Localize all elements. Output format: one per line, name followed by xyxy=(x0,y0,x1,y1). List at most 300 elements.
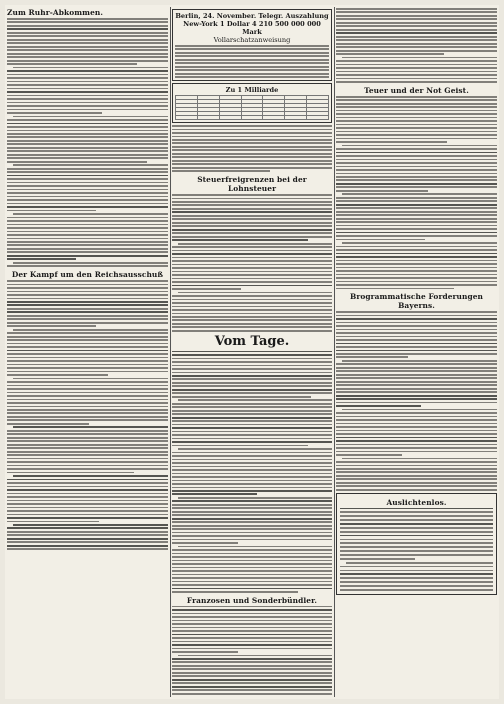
article-heading: Zum Ruhr-Abkommen. xyxy=(7,8,104,17)
text-line xyxy=(7,465,168,467)
text-line xyxy=(172,125,332,127)
text-line xyxy=(336,64,497,66)
body-text xyxy=(172,194,332,332)
text-line xyxy=(336,277,497,279)
text-line xyxy=(7,367,168,369)
text-line xyxy=(178,448,332,450)
body-text xyxy=(172,125,332,172)
text-line xyxy=(336,339,497,341)
text-line xyxy=(7,385,168,387)
body-text xyxy=(172,606,332,695)
text-line xyxy=(172,306,332,308)
text-line xyxy=(7,49,168,51)
text-line xyxy=(172,577,332,579)
text-line xyxy=(172,668,332,670)
text-line xyxy=(172,539,332,541)
text-line xyxy=(172,651,238,653)
text-line xyxy=(336,74,497,76)
text-line xyxy=(172,476,332,478)
text-line xyxy=(7,199,168,201)
text-line xyxy=(178,497,332,499)
text-line xyxy=(340,546,493,548)
text-line xyxy=(336,155,497,157)
text-line xyxy=(172,560,332,562)
text-line xyxy=(172,438,332,440)
text-line xyxy=(340,515,493,517)
text-line xyxy=(175,55,329,57)
text-line xyxy=(336,471,497,473)
text-line xyxy=(7,88,168,90)
text-line xyxy=(7,339,168,341)
text-line xyxy=(172,556,332,558)
text-line xyxy=(172,309,332,311)
text-line xyxy=(7,105,168,107)
text-line xyxy=(172,361,332,363)
text-line xyxy=(175,73,329,75)
text-line xyxy=(346,562,493,564)
text-line xyxy=(172,521,332,523)
text-line xyxy=(175,59,329,61)
text-line xyxy=(7,318,168,320)
text-line xyxy=(7,84,168,86)
text-line xyxy=(172,570,332,572)
text-line xyxy=(340,542,493,544)
article-heading: Brogrammatische Forderungen Bayerns. xyxy=(350,292,483,311)
text-line xyxy=(336,475,497,477)
text-line xyxy=(7,360,168,362)
text-line xyxy=(172,609,332,611)
text-line xyxy=(172,490,332,492)
text-line xyxy=(336,197,497,199)
text-line xyxy=(172,630,332,632)
text-line xyxy=(336,465,497,467)
text-line xyxy=(340,527,493,529)
text-line xyxy=(340,570,493,572)
text-line xyxy=(340,550,493,552)
body-text xyxy=(336,8,497,83)
text-line xyxy=(172,542,238,544)
text-line xyxy=(7,231,168,233)
text-line xyxy=(336,388,497,390)
text-line xyxy=(7,224,168,226)
text-line xyxy=(336,190,428,192)
text-line xyxy=(336,124,497,126)
text-line xyxy=(7,514,168,516)
column-2 xyxy=(172,7,332,697)
text-line xyxy=(172,514,332,516)
text-line xyxy=(336,363,497,365)
text-line xyxy=(336,46,497,48)
text-line xyxy=(7,500,168,502)
text-line xyxy=(7,534,168,536)
exchange-rate-subtitle: Vollarschatzanweisung xyxy=(213,36,291,44)
text-line xyxy=(172,142,332,144)
text-line xyxy=(13,164,168,166)
text-line xyxy=(172,319,332,321)
text-line xyxy=(172,535,332,537)
text-line xyxy=(7,461,168,463)
text-line xyxy=(178,546,332,548)
text-line xyxy=(336,346,497,348)
text-line xyxy=(7,98,168,100)
text-line xyxy=(172,139,332,141)
text-line xyxy=(336,384,497,386)
text-line xyxy=(172,392,332,394)
text-line xyxy=(7,196,168,198)
text-line xyxy=(336,367,497,369)
text-line xyxy=(336,288,454,290)
text-line xyxy=(172,563,332,565)
text-line xyxy=(7,39,168,41)
text-line xyxy=(336,377,497,379)
text-line xyxy=(7,419,168,421)
text-line xyxy=(172,641,332,643)
text-line xyxy=(336,395,497,397)
text-line xyxy=(172,316,332,318)
text-line xyxy=(172,299,332,301)
text-line xyxy=(172,326,332,328)
text-line xyxy=(336,162,497,164)
text-line xyxy=(172,441,332,443)
text-line xyxy=(7,301,168,303)
text-line xyxy=(7,381,168,383)
text-line xyxy=(172,253,332,255)
text-line xyxy=(172,466,332,468)
text-line xyxy=(336,81,497,83)
text-line xyxy=(7,507,168,509)
text-line xyxy=(336,274,497,276)
text-line xyxy=(172,507,332,509)
text-line xyxy=(172,574,332,576)
text-line xyxy=(336,444,497,446)
text-line xyxy=(336,468,497,470)
text-line xyxy=(336,221,497,223)
text-line xyxy=(172,198,332,200)
text-line xyxy=(172,358,332,360)
table-cell xyxy=(241,116,263,120)
text-line xyxy=(342,458,497,460)
table-cell xyxy=(307,116,329,120)
text-line xyxy=(7,255,168,257)
text-line xyxy=(13,426,168,428)
text-line xyxy=(7,234,168,236)
text-line xyxy=(336,451,497,453)
text-line xyxy=(7,482,168,484)
text-line xyxy=(7,284,168,286)
text-line xyxy=(336,412,497,414)
text-line xyxy=(336,32,497,34)
text-line xyxy=(336,186,497,188)
text-line xyxy=(7,416,168,418)
text-line xyxy=(336,141,447,143)
text-line xyxy=(172,413,332,415)
text-line xyxy=(172,672,332,674)
text-line xyxy=(172,222,332,224)
text-line xyxy=(7,468,168,470)
text-line xyxy=(172,313,332,315)
text-line xyxy=(13,329,168,331)
text-line xyxy=(336,11,497,13)
text-line xyxy=(172,302,332,304)
text-line xyxy=(7,541,168,543)
text-line xyxy=(172,584,332,586)
text-line xyxy=(172,368,332,370)
body-text xyxy=(172,351,332,593)
text-line xyxy=(178,292,332,294)
text-line xyxy=(172,483,332,485)
text-line xyxy=(172,156,332,158)
text-line xyxy=(13,378,168,380)
text-line xyxy=(340,585,493,587)
text-line xyxy=(172,504,332,506)
text-line xyxy=(7,451,168,453)
text-line xyxy=(336,325,497,327)
text-line xyxy=(7,154,168,156)
text-line xyxy=(7,353,168,355)
text-line xyxy=(340,508,493,510)
body-text xyxy=(7,280,168,550)
text-line xyxy=(336,416,497,418)
text-line xyxy=(336,311,497,313)
text-line xyxy=(336,120,497,122)
text-line xyxy=(172,396,311,398)
text-line xyxy=(172,129,332,131)
text-line xyxy=(7,133,168,135)
text-line xyxy=(172,469,332,471)
text-line xyxy=(172,288,241,290)
text-line xyxy=(7,364,168,366)
text-line xyxy=(7,304,168,306)
text-line xyxy=(7,493,168,495)
text-line xyxy=(172,549,332,551)
text-line xyxy=(172,675,332,677)
table-cell xyxy=(285,116,307,120)
text-line xyxy=(172,218,332,220)
text-line xyxy=(336,318,497,320)
table-cell xyxy=(197,116,219,120)
text-line xyxy=(7,119,168,121)
text-line xyxy=(336,204,497,206)
text-line xyxy=(172,427,332,429)
text-line xyxy=(172,434,332,436)
text-line xyxy=(336,131,497,133)
text-line xyxy=(7,280,168,282)
text-line xyxy=(340,577,493,579)
text-line xyxy=(7,298,168,300)
body-text xyxy=(336,96,497,289)
text-line xyxy=(336,176,497,178)
text-line xyxy=(7,496,168,498)
text-line xyxy=(7,217,168,219)
text-line xyxy=(13,475,168,477)
text-line xyxy=(336,96,497,98)
text-line xyxy=(7,392,168,394)
text-line xyxy=(172,132,332,134)
text-line xyxy=(336,249,497,251)
text-line xyxy=(7,447,168,449)
text-line xyxy=(7,56,168,58)
text-line xyxy=(336,461,497,463)
text-line xyxy=(336,138,497,140)
text-line xyxy=(336,356,408,358)
text-line xyxy=(336,36,497,38)
text-line xyxy=(7,32,168,34)
text-line xyxy=(7,157,168,159)
text-line xyxy=(172,372,332,374)
advertisement-box xyxy=(336,493,497,595)
text-line xyxy=(13,116,168,118)
text-line xyxy=(336,430,497,432)
exchange-rate-box xyxy=(172,9,332,81)
text-line xyxy=(172,511,332,513)
text-line xyxy=(7,430,168,432)
ad-heading: Auslichtenlos. xyxy=(386,497,447,507)
rate-table-title: Zu 1 Milliarde xyxy=(225,86,279,95)
text-line xyxy=(336,29,497,31)
text-line xyxy=(7,251,168,253)
text-line xyxy=(172,201,332,203)
text-line xyxy=(172,487,332,489)
text-line xyxy=(7,238,168,240)
text-line xyxy=(336,246,497,248)
text-line xyxy=(340,581,493,583)
text-line xyxy=(172,406,332,408)
text-line xyxy=(7,248,168,250)
text-line xyxy=(7,140,168,142)
text-line xyxy=(7,28,168,30)
text-line xyxy=(7,123,168,125)
text-line xyxy=(340,519,493,521)
text-line xyxy=(336,228,497,230)
text-line xyxy=(340,535,493,537)
text-line xyxy=(336,113,497,115)
text-line xyxy=(178,243,332,245)
text-line xyxy=(7,315,168,317)
text-line xyxy=(336,200,497,202)
text-line xyxy=(172,424,332,426)
text-line xyxy=(336,43,497,45)
article-heading: Franzosen und Sonderbündler. xyxy=(186,595,318,605)
text-line xyxy=(336,39,497,41)
text-line xyxy=(7,472,134,474)
text-line xyxy=(7,112,102,114)
text-line xyxy=(13,67,168,69)
text-line xyxy=(336,374,497,376)
text-line xyxy=(172,532,332,534)
text-line xyxy=(172,167,332,169)
text-line xyxy=(172,581,332,583)
text-line xyxy=(172,403,332,405)
text-line xyxy=(172,163,332,165)
table-cell xyxy=(219,116,241,120)
rate-table-box xyxy=(172,83,332,123)
text-line xyxy=(340,573,493,575)
text-line xyxy=(7,150,168,152)
text-line xyxy=(342,145,497,147)
text-line xyxy=(336,332,497,334)
text-line xyxy=(336,370,497,372)
text-line xyxy=(340,511,493,513)
text-line xyxy=(172,385,332,387)
text-line xyxy=(172,588,332,590)
text-line xyxy=(336,218,497,220)
text-line xyxy=(172,225,332,227)
text-line xyxy=(336,99,497,101)
column-rule xyxy=(170,7,171,697)
text-line xyxy=(172,382,332,384)
text-line xyxy=(336,402,497,404)
text-line xyxy=(172,236,332,238)
text-line xyxy=(336,489,497,491)
text-line xyxy=(175,52,329,54)
text-line xyxy=(7,109,168,111)
text-line xyxy=(336,173,497,175)
text-line xyxy=(336,235,497,237)
text-line xyxy=(7,18,168,20)
text-line xyxy=(7,521,99,523)
text-line xyxy=(172,260,332,262)
table-cell xyxy=(263,116,285,120)
text-line xyxy=(342,242,497,244)
text-line xyxy=(172,351,332,353)
text-line xyxy=(336,433,497,435)
text-line xyxy=(336,103,497,105)
text-line xyxy=(7,227,168,229)
text-line xyxy=(336,398,497,400)
text-line xyxy=(7,371,168,373)
text-line xyxy=(7,545,168,547)
text-line xyxy=(336,179,497,181)
text-line xyxy=(7,406,168,408)
text-line xyxy=(178,399,332,401)
text-line xyxy=(7,136,168,138)
text-line xyxy=(7,206,168,208)
text-line xyxy=(336,159,497,161)
text-line xyxy=(336,207,497,209)
text-line xyxy=(7,74,168,76)
text-line xyxy=(336,423,497,425)
body-text xyxy=(7,18,168,267)
body-text xyxy=(336,311,497,490)
text-line xyxy=(7,325,96,327)
text-line xyxy=(7,458,168,460)
text-line xyxy=(172,658,332,660)
text-line xyxy=(172,146,332,148)
text-line xyxy=(336,485,497,487)
text-line xyxy=(7,291,168,293)
text-line xyxy=(172,149,332,151)
text-line xyxy=(7,203,168,205)
text-line xyxy=(336,315,497,317)
text-line xyxy=(172,634,332,636)
text-line xyxy=(7,489,168,491)
text-line xyxy=(336,152,497,154)
text-line xyxy=(7,60,168,62)
text-line xyxy=(7,143,168,145)
text-line xyxy=(336,18,497,20)
text-line xyxy=(172,686,332,688)
text-line xyxy=(172,445,308,447)
text-line xyxy=(175,66,329,68)
text-line xyxy=(7,210,96,212)
text-line xyxy=(172,194,332,196)
text-line xyxy=(336,405,421,407)
text-line xyxy=(172,553,332,555)
text-line xyxy=(7,102,168,104)
text-line xyxy=(7,527,168,529)
text-line xyxy=(7,357,168,359)
text-line xyxy=(7,437,168,439)
